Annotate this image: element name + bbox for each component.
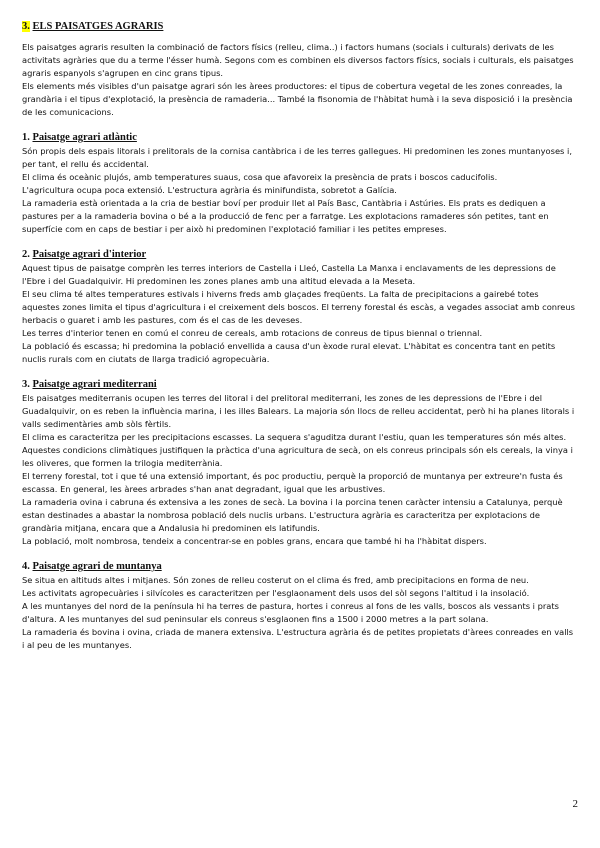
main-heading bbox=[22, 20, 578, 34]
section-paragraph: Són propis dels espais litorals i prelitorals de la cornisa cantàbrica i de les terres gallegues. Hi predominen les zones muntanyoses i, per tant, el rellu és accidental. bbox=[22, 146, 572, 169]
section-paragraph: Se situa en altituds altes i mitjanes. Són zones de relleu costerut on el clima és fred, amb precipitacions en forma de neu. bbox=[22, 575, 529, 585]
section-title: Paisatge agrari mediterrani bbox=[32, 379, 157, 390]
section-paragraph: La població és escassa; hi predomina la població envellida a causa d'un èxode rural elevat. L'hàbitat es concentra tant en petits nuclis rurals com en ciutats de llarga tradició agropecuària. bbox=[22, 341, 556, 364]
intro-paragraph: Els elements més visibles d'un paisatge agrari són les àrees productores: el tipus de cobertura vegetal de les zones conreades, la grandària i el tipus d'explotació, la presència de ramaderia... També la fisonomia de l'hàbitat humà i la seva disposició i la presència de les comunicacions. bbox=[22, 81, 573, 117]
section-number: 1. bbox=[22, 132, 30, 143]
section-paragraph: Els paisatges mediterranis ocupen les terres del litoral i del prelitoral mediterrani, les zones de les depressions de l'Ebre i del Guadalquivir, on es reben la influència marina, i les illes Balears. La majoria són llocs de relleu accidentat, però hi ha planes litorals i valls sedimentàries amb sòls fèrtils. bbox=[22, 393, 575, 429]
section-mountain bbox=[22, 560, 578, 652]
section-paragraph: El terreny forestal, tot i que té una extensió important, és poc productiu, perquè la proporció de muntanya per extreure'n fusta és escassa. En general, les àrees arbrades s'han anat degradant, igual que les arbustives. bbox=[22, 471, 563, 494]
main-heading-title: ELS PAISATGES AGRARIS bbox=[32, 21, 164, 32]
section-heading bbox=[22, 560, 578, 574]
main-heading-number: 3. bbox=[22, 21, 30, 32]
section-number: 2. bbox=[22, 249, 30, 260]
section-paragraph: Les activitats agropecuàries i silvícoles es caracteritzen per l'esglaonament dels usos del sòl segons l'altitud i la insolació. bbox=[22, 588, 530, 598]
section-heading bbox=[22, 131, 578, 145]
intro-paragraph: Els paisatges agraris resulten la combinació de factors físics (relleu, clima..) i factors humans (socials i culturals) derivats de les activitats agràries que du a terme l'ésser humà. Segons com es combinen els diversos factors físics, socials i culturals, els paisatges agraris espanyols s'agrupen en cinc grans tipus. bbox=[22, 42, 574, 78]
section-atlantic bbox=[22, 131, 578, 236]
section-paragraph: Les terres d'interior tenen en comú el conreu de cereals, amb rotacions de conreus de tipus biennal o triennal. bbox=[22, 328, 483, 338]
page-number: 2 bbox=[572, 798, 578, 810]
section-paragraph: La ramaderia està orientada a la cria de bestiar boví per produir llet al País Basc, Cantàbria i Astúries. Els prats es dediquen a pastures per a la ramaderia bovina o bé a la producció de fenc per a farratge. Les explotacions ramaderes són petites, tant en superfície com en caps de bestiar i per això hi predominen l'explotació familiar i les petites empreses. bbox=[22, 198, 549, 234]
section-paragraph: El clima és oceànic plujós, amb temperatures suaus, cosa que afavoreix la presència de prats i boscos caducifolis. bbox=[22, 172, 498, 182]
section-paragraph: La població, molt nombrosa, tendeix a concentrar-se en pobles grans, encara que també hi ha l'hàbitat dispers. bbox=[22, 536, 487, 546]
section-paragraph: Aquest tipus de paisatge comprèn les terres interiors de Castella i Lleó, Castella La Manxa i enclavaments de les depressions de l'Ebre i del Guadalquivir. Hi predominen les zones planes amb una altitud elevada a la Meseta. bbox=[22, 263, 556, 286]
section-interior bbox=[22, 248, 578, 366]
section-title: Paisatge agrari atlàntic bbox=[32, 132, 137, 143]
section-paragraph: L'agricultura ocupa poca extensió. L'estructura agrària és minifundista, sobretot a Galícia. bbox=[22, 185, 397, 195]
section-mediterranean bbox=[22, 378, 578, 548]
intro-block bbox=[22, 41, 578, 119]
section-heading bbox=[22, 378, 578, 392]
section-title: Paisatge agrari de muntanya bbox=[32, 561, 162, 572]
section-paragraph: El clima es caracteritza per les precipitacions escasses. La sequera s'aguditza durant l'estiu, quan les temperatures són més altes. Aquestes condicions climàtiques justifiquen la pràctica d'una agricultura de secà, on els conreus principals són els cereals, la vinya i les oliveres, que formen la trilogia mediterrània. bbox=[22, 432, 573, 468]
section-heading bbox=[22, 248, 578, 262]
page-content bbox=[22, 20, 578, 652]
section-paragraph: El seu clima té altes temperatures estivals i hiverns freds amb glaçades freqüents. La falta de precipitacions a gairebé totes aquestes zones limita el tipus d'agricultura i el creixement dels boscos. El terreny forestal és escàs, a vegades associat amb conreus herbacis o guaret i amb les pastures, com és el cas de les deveses. bbox=[22, 289, 575, 325]
section-paragraph: La ramaderia ovina i cabruna és extensiva a les zones de secà. La bovina i la porcina tenen caràcter intensiu a Catalunya, perquè estan destinades a abastar la nombrosa població dels nuclis urbans. L'estructura agrària es caracteritza per explotacions de grandària mitjana, encara que a Andalusia hi predominen els latifundis. bbox=[22, 497, 563, 533]
section-number: 3. bbox=[22, 379, 30, 390]
section-paragraph: La ramaderia és bovina i ovina, criada de manera extensiva. L'estructura agrària és de petites propietats d'àrees conreades en valls i al peu de les muntanyes. bbox=[22, 627, 574, 650]
section-number: 4. bbox=[22, 561, 30, 572]
section-title: Paisatge agrari d'interior bbox=[32, 249, 147, 260]
section-paragraph: A les muntanyes del nord de la península hi ha terres de pastura, hortes i conreus al fons de les valls, boscos als vessants i prats d'altura. A les muntanyes del sud peninsular els conreus s'esglaonen fins a 1500 i 2000 metres a la part solana. bbox=[22, 601, 559, 624]
